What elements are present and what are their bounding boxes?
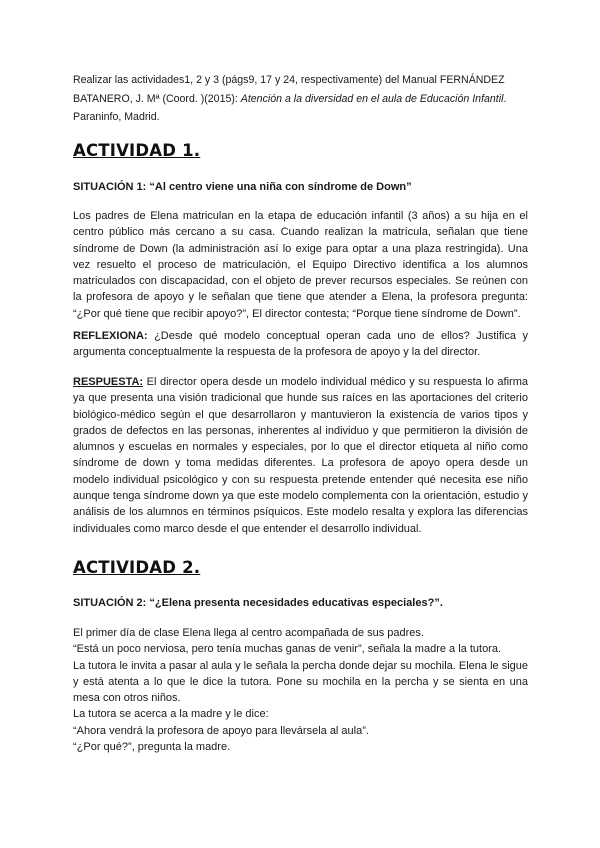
situation-2-line: El primer día de clase Elena llega al centro acompañada de sus padres.: [73, 627, 424, 639]
situation-1-text: Los padres de Elena matriculan en la etapa de educación infantil (3 años) a su hija en el centro público más cercano a su casa. Cuando realizan la matrícula, señalan que tiene síndrome de Down (la administración así lo exige para optar a una plaza restringida). Una vez resuelto el proceso de matriculación, el Equipo Directivo identifica a los alumnos matriculados con discapacidad, con el objeto de prever recursos especiales. Se reúnen con la profesora de apoyo y le señalan que tiene que atender a Elena, la profesora pregunta: “¿Por qué tiene que recibir apoyo?”, El director contesta; “Porque tiene síndrome de Down”.: [73, 210, 528, 320]
situation-1-title: SITUACIÓN 1: “Al centro viene una niña con síndrome de Down”: [73, 181, 412, 193]
situation-2-line: La tutora se acerca a la madre y le dice:: [73, 708, 269, 721]
instructions-text: Realizar las actividades1, 2 y 3 (págs9, 17 y 24, respectivamente) del Manual FERNÁNDEZ BATANERO, J. Mª (Coord. )(2015):: [73, 74, 505, 105]
respuesta-label: RESPUESTA:: [73, 376, 144, 388]
situation-2-title: SITUACIÓN 2: “¿Elena presenta necesidades educativas especiales?”.: [73, 597, 443, 609]
situation-2-line: “Está un poco nerviosa, pero tenía muchas ganas de venir”, señala la madre a la tutora.: [73, 643, 502, 656]
respuesta-paragraph: [73, 374, 528, 537]
reflexiona-paragraph: [73, 328, 528, 361]
book-title: Atención a la diversidad en el aula de Educación Infantil: [240, 92, 504, 105]
situation-2-line: La tutora le invita a pasar al aula y le señala la percha donde dejar su mochila. Elena le sigue y está atenta a lo que le dice la tutora. Pone su mochila en la percha y se sienta en una mesa con otros niños.: [73, 659, 528, 705]
assignment-instructions: [73, 71, 533, 127]
publisher-text: . Paraninfo, Madrid.: [73, 92, 507, 123]
activity-1-heading: ACTIVIDAD 1.: [73, 141, 201, 160]
reflexiona-text: ¿Desde qué modelo conceptual operan cada uno de ellos? Justifica y argumenta conceptualmente la respuesta de la profesora de apoyo y la del director.: [73, 330, 528, 359]
reflexiona-label: REFLEXIONA:: [73, 330, 148, 342]
respuesta-text: El director opera desde un modelo individual médico y su respuesta lo afirma ya que presenta una visión tradicional que hunde sus raíces en las aportaciones del criterio biológico-médico según el que desarrollaron y mantuvieron la existencia de varios tipos y grados de defectos en las personas, inherentes al individuo y que permitieron la división de alumnos y escuelas en normales y especiales, por lo que el director etiqueta al niño como síndrome de down y toma medidas diferentes. La profesora de apoyo opera desde un modelo individual psicológico y con su respuesta pretende entender qué necesita ese niño aunque tenga síndrome down ya que este modelo complementa con la orientación, estudio y análisis de los alumnos en términos psíquicos. Este modelo resalta y explora las diferencias individuales como marco desde el que entender el desarrollo individual.: [73, 376, 528, 535]
situation-1-paragraph: [73, 208, 528, 322]
situation-2-line: “Ahora vendrá la profesora de apoyo para llevársela al aula”.: [73, 724, 369, 737]
activity-2-heading: ACTIVIDAD 2.: [73, 558, 201, 577]
situation-2-line: “¿Por qué?”, pregunta la madre.: [73, 741, 231, 754]
situation-2-text: [73, 625, 528, 755]
